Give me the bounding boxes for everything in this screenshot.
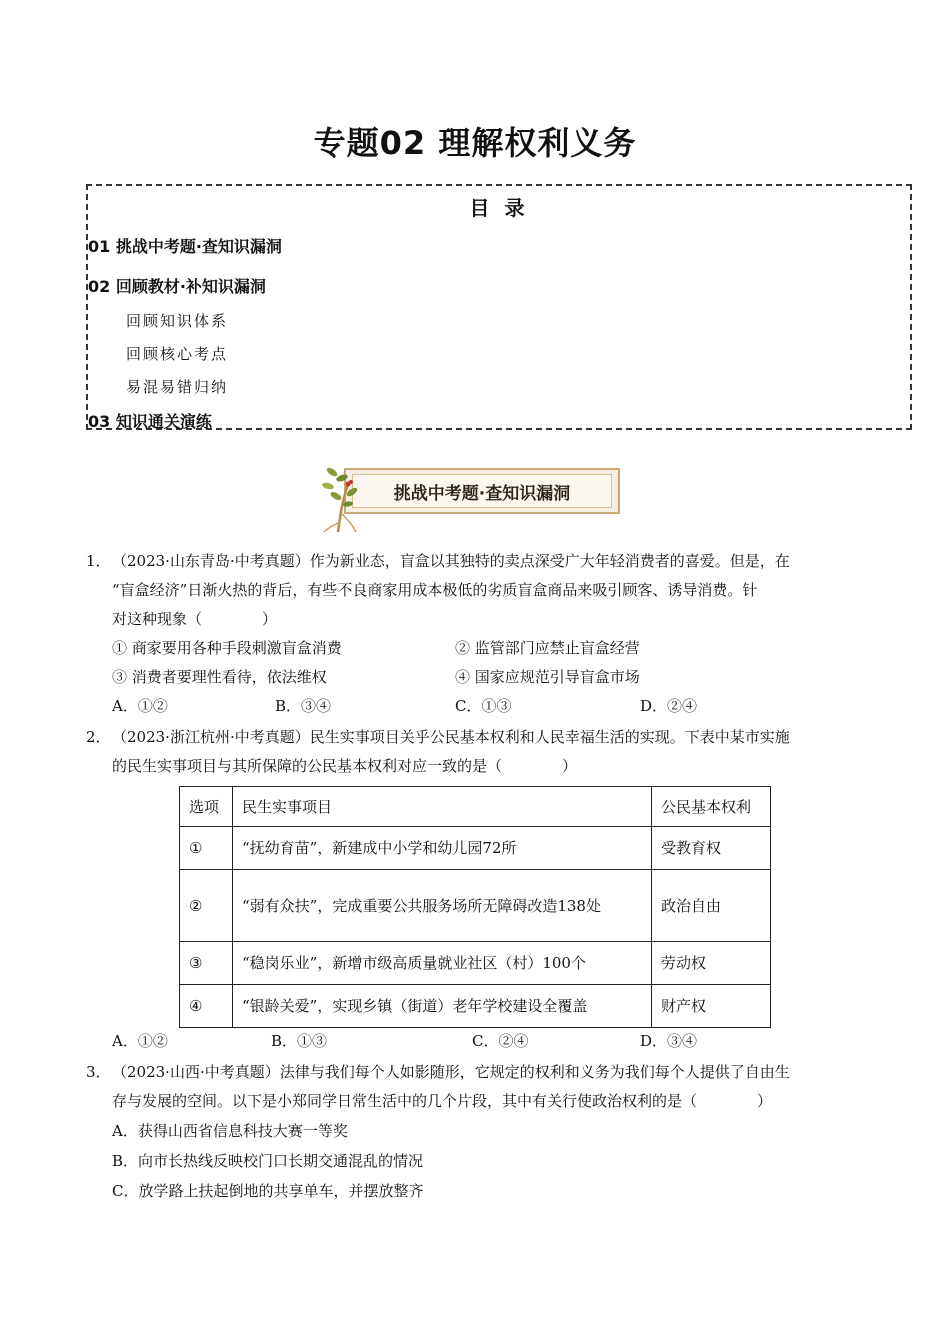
table-header-cell: 民生实事项目 <box>233 787 652 827</box>
section-banner <box>318 462 628 532</box>
toc-subitem-knowledge-system[interactable]: 回顾知识体系 <box>126 312 229 330</box>
question-1-statement-1: ① 商家要用各种手段刺激盲盒消费 <box>112 639 342 657</box>
question-1-number: 1． <box>86 552 111 570</box>
question-3-option-c[interactable]: C．放学路上扶起倒地的共享单车，并摆放整齐 <box>112 1182 424 1200</box>
table-cell: “银龄关爱”，实现乡镇（街道）老年学校建设全覆盖 <box>233 985 652 1028</box>
question-1-statement-2: ② 监管部门应禁止盲盒经营 <box>455 639 640 657</box>
question-1-option-b[interactable]: B．③④ <box>275 697 332 715</box>
table-cell: “弱有众扶”，完成重要公共服务场所无障碍改造138处 <box>233 870 652 942</box>
page-title: 专题02 理解权利义务 <box>313 124 637 162</box>
question-2-option-d[interactable]: D．③④ <box>640 1032 698 1050</box>
toc-subitem-core-points[interactable]: 回顾核心考点 <box>126 345 229 363</box>
toc-subitem-common-mistakes[interactable]: 易混易错归纳 <box>126 378 229 396</box>
table-row <box>180 942 771 985</box>
table-of-contents <box>86 184 912 430</box>
table-cell: “稳岗乐业”，新增市级高质量就业社区（村）100个 <box>233 942 652 985</box>
banner-plate <box>344 468 620 514</box>
question-3-option-b[interactable]: B．向市长热线反映校门口长期交通混乱的情况 <box>112 1152 424 1170</box>
question-1-statement-3: ③ 消费者要理性看待，依法维权 <box>112 668 327 686</box>
table-row <box>180 985 771 1028</box>
toc-item-02[interactable]: 02 回顾教材·补知识漏洞 <box>88 277 266 296</box>
table-header-cell: 公民基本权利 <box>652 787 771 827</box>
question-2-option-a[interactable]: A．①② <box>112 1032 168 1050</box>
rights-table <box>179 786 771 1028</box>
question-1-line-2: “盲盒经济”日渐火热的背后，有些不良商家用成本极低的劣质盲盒商品来吸引顾客、诱导消费。针 <box>112 581 758 599</box>
toc-item-01[interactable]: 01 挑战中考题·查知识漏洞 <box>88 237 282 256</box>
question-1-line-3: 对这种现象（ ） <box>112 610 278 628</box>
table-cell: 政治自由 <box>652 870 771 942</box>
toc-item-03[interactable]: 03 知识通关演练 <box>88 412 212 431</box>
question-1-option-a[interactable]: A．①② <box>112 697 168 715</box>
table-row <box>180 870 771 942</box>
table-cell: ④ <box>180 985 233 1028</box>
question-3-line-2: 存与发展的空间。以下是小郑同学日常生活中的几个片段，其中有关行使政治权利的是（ ） <box>112 1092 773 1110</box>
question-2-option-b[interactable]: B．①③ <box>271 1032 328 1050</box>
toc-heading: 目 录 <box>469 196 529 220</box>
table-cell: 财产权 <box>652 985 771 1028</box>
question-2-line-1: （2023·浙江杭州·中考真题）民生实事项目关乎公民基本权利和人民幸福生活的实现。下表中某市实施 <box>112 728 790 746</box>
table-row <box>180 827 771 870</box>
question-3-option-a[interactable]: A．获得山西省信息科技大赛一等奖 <box>112 1122 348 1140</box>
question-2-number: 2． <box>86 728 111 746</box>
question-2-option-c[interactable]: C．②④ <box>472 1032 529 1050</box>
table-cell: ① <box>180 827 233 870</box>
table-cell: ② <box>180 870 233 942</box>
table-cell: “抚幼育苗”，新建成中小学和幼儿园72所 <box>233 827 652 870</box>
question-3-line-1: （2023·山西·中考真题）法律与我们每个人如影随形，它规定的权利和义务为我们每个人提供了自由生 <box>112 1063 790 1081</box>
question-1-statement-4: ④ 国家应规范引导盲盒市场 <box>455 668 640 686</box>
table-cell: 受教育权 <box>652 827 771 870</box>
banner-label: 挑战中考题·查知识漏洞 <box>393 484 571 504</box>
table-header-cell: 选项 <box>180 787 233 827</box>
question-1-option-d[interactable]: D．②④ <box>640 697 698 715</box>
question-2-line-2: 的民生实事项目与其所保障的公民基本权利对应一致的是（ ） <box>112 757 578 775</box>
ginseng-sprig-icon <box>318 462 378 534</box>
question-1-line-1: （2023·山东青岛·中考真题）作为新业态，盲盒以其独特的卖点深受广大年轻消费者的喜爱。但是，在 <box>112 552 790 570</box>
table-cell: 劳动权 <box>652 942 771 985</box>
table-cell: ③ <box>180 942 233 985</box>
table-header-row <box>180 787 771 827</box>
question-3-number: 3． <box>86 1063 111 1081</box>
question-1-option-c[interactable]: C．①③ <box>455 697 512 715</box>
